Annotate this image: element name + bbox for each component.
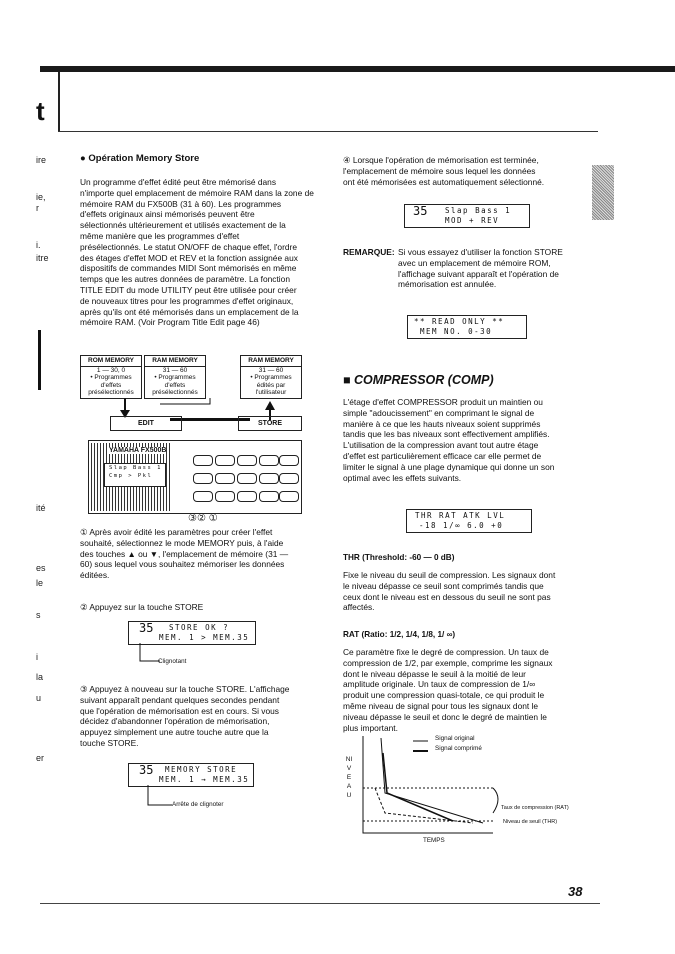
text-line: des touches ▲ ou ▼, l'emplacement de mémoire (31 — xyxy=(80,548,289,559)
text-line: optimal avec les effets suivants. xyxy=(343,472,462,483)
text-line: touche STORE. xyxy=(80,737,139,748)
step-2: ② Appuyez sur la touche STORE xyxy=(80,602,204,612)
lcd-memory-store: 35 MEMORY STORE MEM. 1 → MEM.35 xyxy=(128,763,254,787)
header-rule xyxy=(58,131,598,132)
text-line: ceux dont le niveau est en dessous du seuil ne sont pas xyxy=(343,591,551,602)
device-buttons xyxy=(193,449,297,507)
clignotant-label: Clignotant xyxy=(158,658,187,665)
text-line: dont le niveau dépasse le seuil à la moitié de leur xyxy=(343,668,526,679)
remarque: REMARQUE: Si vous essayez d'utiliser la fonction STORE avec un emplacement de mémoire ROM, l'affichage suivant apparaît et l'opération de mémorisation est annulée. xyxy=(343,247,593,258)
text-line: d'effets originaux ainsi mémorisés peuvent être xyxy=(80,209,255,220)
text-line: mémoire RAM du FX500B (31 à 60). Les programmes xyxy=(80,198,282,209)
margin-fragment: ire xyxy=(36,155,47,165)
text-line: dispositifs de commandes MIDI Sont mémorisés en même xyxy=(80,263,297,274)
text-line: L'étage d'effet COMPRESSOR produit un maintien ou xyxy=(343,397,543,407)
text-line: affectés. xyxy=(343,602,375,613)
text-line: après qu'ils ont été mémorisés dans un emplacement de la xyxy=(80,306,299,317)
page-number: 38 xyxy=(568,884,583,899)
lcd-read-only: ** READ ONLY ** MEM NO. 0-30 xyxy=(407,315,527,339)
rom-memory-box: ROM MEMORY 1 — 30, 0 • Programmes d'effets présélectionnés xyxy=(80,355,142,399)
text-line: souhaité, sélectionnez le mode MEMORY puis, à l'aide xyxy=(80,537,284,548)
margin-fragment: i xyxy=(36,652,38,662)
compression-graph xyxy=(343,733,593,843)
text-line: ① Après avoir édité les paramètres pour créer l'effet xyxy=(80,527,273,537)
compressor-paragraph xyxy=(343,397,593,483)
seuil-label: Niveau de seuil (THR) xyxy=(503,819,558,825)
margin-fragment: er xyxy=(36,753,45,763)
margin-fragment: u xyxy=(36,693,42,703)
text-line: Un programme d'effet édité peut être mémorisé dans xyxy=(80,177,277,187)
vertical-rule xyxy=(58,72,60,132)
text-line: que l'opération de mémorisation est en cours. Si vous xyxy=(80,705,279,716)
temps-label: TEMPS xyxy=(423,837,445,844)
taux-label: Taux de compression (RAT) xyxy=(501,805,569,811)
text-line: plus important. xyxy=(343,722,398,733)
rat-paragraph xyxy=(343,647,598,733)
device-lcd: Slap Bass 1 Cmp > Pkl xyxy=(104,463,166,487)
compressor-heading: ■ COMPRESSOR (COMP) xyxy=(343,373,494,387)
original-label: Signal original xyxy=(435,735,475,742)
lcd-comp-params: THR RAT ATK LVL -18 1/∞ 6.0 +0 xyxy=(406,509,532,533)
text-line: produit une compression quasi-totale, ce qui produit le xyxy=(343,690,545,701)
margin-fragment: es xyxy=(36,563,46,573)
text-line: n'importe quel emplacement de mémoire RAM dans la zone de xyxy=(80,187,314,198)
text-line: amplitude originale. Un taux de compression de 1/∞ xyxy=(343,679,536,690)
ram-memory-box-preset: RAM MEMORY 31 — 60 • Programmes d'effets présélectionnés xyxy=(144,355,206,399)
arret-label: Arrête de clignoter xyxy=(172,801,224,808)
comprime-label: Signal comprimé xyxy=(435,745,482,752)
text-line: limiter le signal à une plage dynamique qui donne un son xyxy=(343,461,555,472)
text-line: Si vous essayez d'utiliser la fonction STORE xyxy=(398,247,563,257)
text-line: mémorisation est annulée. xyxy=(398,279,497,290)
section-title: ● Opération Memory Store xyxy=(80,153,200,164)
lcd-selected: 35 Slap Bass 1 MOD + REV xyxy=(404,204,530,228)
thr-paragraph xyxy=(343,570,598,613)
text-line: ③ Appuyez à nouveau sur la touche STORE. L'affichage xyxy=(80,684,290,694)
fx500b-front-panel xyxy=(88,440,302,514)
top-rule xyxy=(40,66,675,72)
left-bar xyxy=(38,330,41,390)
text-line: d'effet est particulièrement efficace car elle permet de xyxy=(343,450,542,461)
edge-tab xyxy=(592,165,614,220)
margin-fragment: s xyxy=(36,610,41,620)
lcd-store-ok: 35 STORE OK ? MEM. 1 > MEM.35 xyxy=(128,621,256,645)
niveau-label: NIVEAU xyxy=(345,756,353,799)
text-line: présélectionnés. Le statut ON/OFF de chaque effet, l'ordre xyxy=(80,241,297,252)
text-line: compression de 1/2, par exemple, comprime les signaux xyxy=(343,657,553,668)
text-line: Ce paramètre fixe le degré de compression. Un taux de xyxy=(343,647,549,657)
text-line: des étages d'effet MOD et REV et la fonction assignée aux xyxy=(80,252,298,263)
device-logo: YAMAHA FX500B xyxy=(109,447,167,454)
text-line: niveau dépasse le seuil et donc le degré de maintien le xyxy=(343,711,547,722)
text-line: appuyez simplement une autre touche autre que la xyxy=(80,727,269,738)
step-4 xyxy=(343,155,588,187)
step-3 xyxy=(80,684,325,750)
margin-fragment: r xyxy=(36,203,39,213)
text-line: TITLE EDIT du mode UTILITY peut être utilisée pour créer xyxy=(80,284,297,295)
text-line: manière à ce que les hauts niveaux soient supprimés xyxy=(343,418,541,429)
text-line: l'affichage suivant apparaît et l'opération de xyxy=(398,268,559,279)
text-line: suivant apparaît pendant quelques secondes pendant xyxy=(80,694,280,705)
text-line: mémoire RAM. (Voir Program Title Edit page 46) xyxy=(80,317,260,328)
text-line: L'utilisation de la compression avant tout autre étage xyxy=(343,440,539,451)
text-line: même manière que les programmes d'effet xyxy=(80,230,240,241)
text-line: même niveau de signal pour tous les signaux dont le xyxy=(343,700,539,711)
text-line: temps que les autres données de paramètre. La fonction xyxy=(80,274,290,285)
margin-fragment: i. xyxy=(36,240,41,250)
text-line: Fixe le niveau du seuil de compression. Les signaux dont xyxy=(343,570,556,580)
text-line: avec un emplacement de mémoire ROM, xyxy=(398,257,551,268)
bottom-rule xyxy=(40,903,600,904)
corner-mark: t xyxy=(36,96,45,126)
store-box: STORE xyxy=(238,416,302,431)
text-line: ont été mémorisées est automatiquement sélectionné. xyxy=(343,176,545,187)
text-line: sélectionnés ultérieurement et utilisés exactement de la xyxy=(80,220,286,231)
text-line: l'emplacement de mémoire sous lequel les données xyxy=(343,165,536,176)
thr-heading: THR (Threshold: -60 — 0 dB) xyxy=(343,553,455,562)
margin-fragment: la xyxy=(36,672,44,682)
text-line: le niveau dépasse ce seuil sont comprimés tandis que xyxy=(343,580,544,591)
text-line: de nouveaux titres pour les programmes d'effet originaux, xyxy=(80,295,294,306)
text-line: tandis que les bas niveaux sont effectivement amplifiés. xyxy=(343,429,550,440)
margin-fragment: ie, xyxy=(36,192,46,202)
margin-fragment: itre xyxy=(36,253,49,263)
intro-paragraph xyxy=(80,177,325,328)
edit-box: EDIT xyxy=(110,416,182,431)
step-1 xyxy=(80,527,325,581)
margin-fragment: ité xyxy=(36,503,46,513)
text-line: ④ Lorsque l'opération de mémorisation est terminée, xyxy=(343,155,539,165)
text-line: 60) sous lequel vous souhaitez mémoriser les données xyxy=(80,559,285,570)
callout-numbers: ③② ① xyxy=(188,513,218,524)
rat-heading: RAT (Ratio: 1/2, 1/4, 1/8, 1/ ∞) xyxy=(343,630,456,639)
margin-fragment: le xyxy=(36,578,44,588)
text-line: simple "adoucissement" en comprimant le signal de xyxy=(343,407,535,418)
ram-memory-box-user: RAM MEMORY 31 — 60 • Programmes édités par l'utilisateur xyxy=(240,355,302,399)
text-line: décidez d'abandonner l'opération de mémorisation, xyxy=(80,716,270,727)
text-line: éditées. xyxy=(80,570,110,581)
